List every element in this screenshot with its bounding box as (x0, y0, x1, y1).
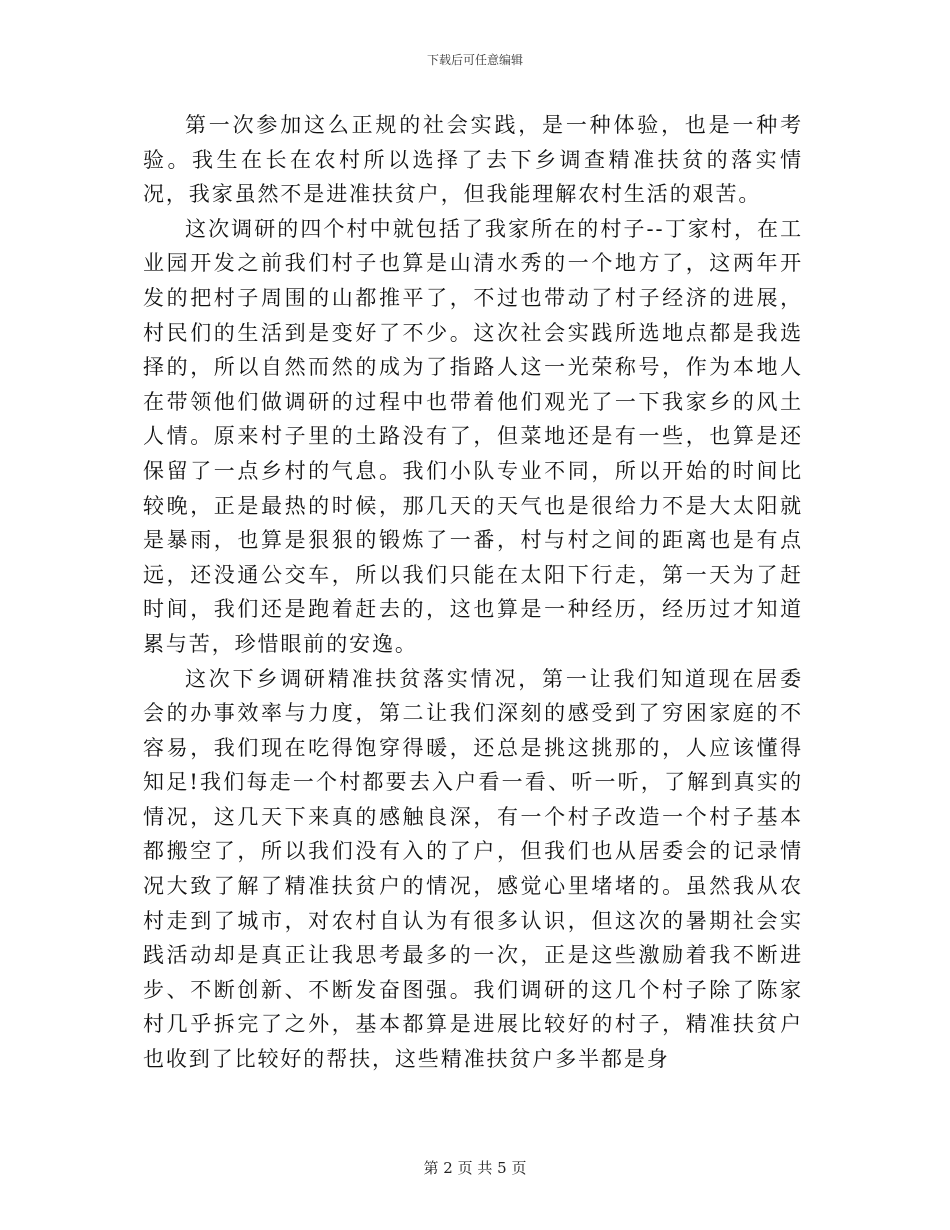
page-number: 第 2 页 共 5 页 (423, 1159, 527, 1177)
paragraph-1: 第一次参加这么正规的社会实践，是一种体验，也是一种考验。我生在长在农村所以选择了去下乡调查精准扶贫的落实情况，我家虽然不是进准扶贫户，但我能理解农村生活的艰苦。 (143, 113, 803, 207)
page-header: 下载后可任意编辑 (426, 53, 523, 67)
paragraph-3: 这次下乡调研精准扶贫落实情况，第一让我们知道现在居委会的办事效率与力度，第二让我们深刻的感受到了穷困家庭的不容易，我们现在吃得饱穿得暖，还总是挑这挑那的，人应该懂得知足!我们每走一个村都要去入户看一看、听一听，了解到真实的情况，这几天下来真的感触良深，有一个村子改造一个村子基本都搬空了，所以我们没有入的了户，但我们也从居委会的记录情况大致了解了精准扶贫户的情况，感觉心里堵堵的。虽然我从农村走到了城市，对农村自认为有很多认识，但这次的暑期社会实践活动却是真正让我思考最多的一次，正是这些激励着我不断进步、不断创新、不断发奋图强。我们调研的这几个村子除了陈家村几乎拆完了之外，基本都算是进展比较好的村子，精准扶贫户也收到了比较好的帮扶，这些精准扶贫户多半都是身 (143, 666, 803, 1072)
document-body (143, 108, 803, 1077)
paragraph-2: 这次调研的四个村中就包括了我家所在的村子--丁家村，在工业园开发之前我们村子也算是山清水秀的一个地方了，这两年开发的把村子周围的山都推平了，不过也带动了村子经济的进展，村民们的生活到是变好了不少。这次社会实践所选地点都是我选择的，所以自然而然的成为了指路人这一光荣称号，作为本地人在带领他们做调研的过程中也带着他们观光了一下我家乡的风土人情。原来村子里的土路没有了，但菜地还是有一些，也算是还保留了一点乡村的气息。我们小队专业不同，所以开始的时间比较晚，正是最热的时候，那几天的天气也是很给力不是大太阳就是暴雨，也算是狠狠的锻炼了一番，村与村之间的距离也是有点远，还没通公交车，所以我们只能在太阳下行走，第一天为了赶时间，我们还是跑着赶去的，这也算是一种经历，经历过才知道累与苦，珍惜眼前的安逸。 (143, 216, 803, 656)
